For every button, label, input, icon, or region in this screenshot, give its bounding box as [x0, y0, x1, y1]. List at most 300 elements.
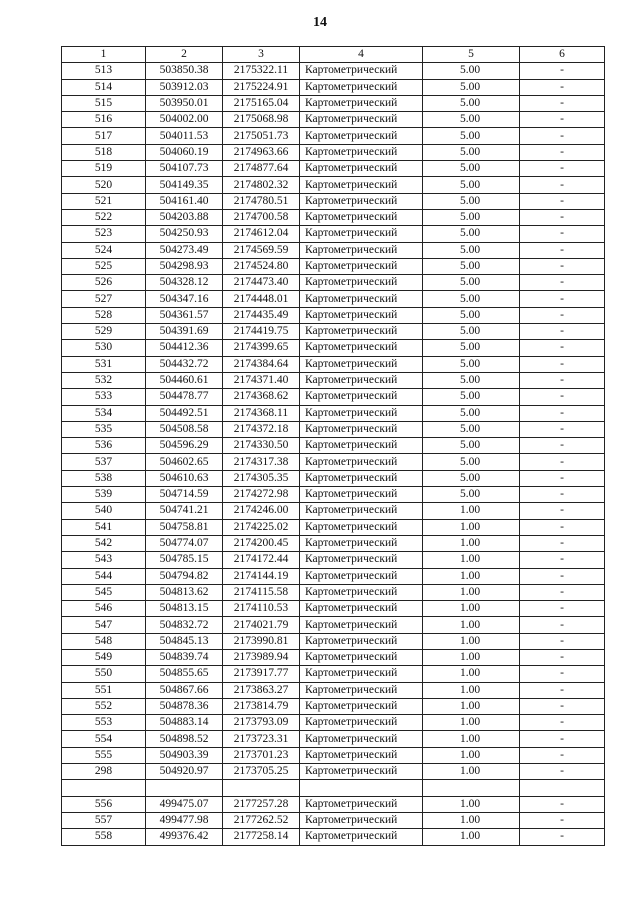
method-cell: Картометрический: [300, 470, 423, 486]
y-coordinate-cell: 2174877.64: [223, 161, 300, 177]
y-coordinate-cell: 2174963.66: [223, 144, 300, 160]
method-cell: Картометрический: [300, 340, 423, 356]
accuracy-cell: 5.00: [423, 95, 520, 111]
description-cell: -: [520, 340, 605, 356]
table-row: [62, 682, 605, 698]
method-cell: Картометрический: [300, 405, 423, 421]
table-row: [62, 79, 605, 95]
x-coordinate-cell: 504878.36: [146, 698, 223, 714]
empty-cell: [300, 780, 423, 796]
accuracy-cell: 5.00: [423, 389, 520, 405]
x-coordinate-cell: 499477.98: [146, 812, 223, 828]
description-cell: -: [520, 226, 605, 242]
point-number-cell: 541: [62, 519, 146, 535]
y-coordinate-cell: 2174272.98: [223, 487, 300, 503]
x-coordinate-cell: 503850.38: [146, 63, 223, 79]
y-coordinate-cell: 2173990.81: [223, 633, 300, 649]
point-number-cell: 543: [62, 552, 146, 568]
x-coordinate-cell: 504758.81: [146, 519, 223, 535]
description-cell: -: [520, 666, 605, 682]
accuracy-cell: 5.00: [423, 226, 520, 242]
y-coordinate-cell: 2174172.44: [223, 552, 300, 568]
accuracy-cell: 5.00: [423, 242, 520, 258]
point-number-cell: 552: [62, 698, 146, 714]
description-cell: -: [520, 405, 605, 421]
x-coordinate-cell: 504920.97: [146, 764, 223, 780]
y-coordinate-cell: 2175322.11: [223, 63, 300, 79]
description-cell: -: [520, 161, 605, 177]
point-number-cell: 522: [62, 209, 146, 225]
y-coordinate-cell: 2174305.35: [223, 470, 300, 486]
column-header-1: 1: [62, 47, 146, 63]
point-number-cell: 538: [62, 470, 146, 486]
accuracy-cell: 1.00: [423, 812, 520, 828]
point-number-cell: 533: [62, 389, 146, 405]
description-cell: -: [520, 275, 605, 291]
x-coordinate-cell: 504203.88: [146, 209, 223, 225]
x-coordinate-cell: 499376.42: [146, 829, 223, 845]
table-row: [62, 649, 605, 665]
x-coordinate-cell: 504714.59: [146, 487, 223, 503]
method-cell: Картометрический: [300, 503, 423, 519]
table-row: [62, 144, 605, 160]
header-row: [62, 47, 605, 63]
point-number-cell: 526: [62, 275, 146, 291]
table-row: [62, 438, 605, 454]
point-number-cell: 539: [62, 487, 146, 503]
separator-row: [62, 780, 605, 796]
table-row: [62, 405, 605, 421]
y-coordinate-cell: 2173701.23: [223, 747, 300, 763]
point-number-cell: 536: [62, 438, 146, 454]
empty-cell: [520, 780, 605, 796]
point-number-cell: 525: [62, 258, 146, 274]
method-cell: Картометрический: [300, 144, 423, 160]
x-coordinate-cell: 504149.35: [146, 177, 223, 193]
description-cell: -: [520, 193, 605, 209]
table-row: [62, 454, 605, 470]
y-coordinate-cell: 2175165.04: [223, 95, 300, 111]
x-coordinate-cell: 504011.53: [146, 128, 223, 144]
table-row: [62, 242, 605, 258]
description-cell: -: [520, 747, 605, 763]
point-number-cell: 555: [62, 747, 146, 763]
x-coordinate-cell: 504813.15: [146, 601, 223, 617]
y-coordinate-cell: 2174144.19: [223, 568, 300, 584]
accuracy-cell: 5.00: [423, 372, 520, 388]
accuracy-cell: 5.00: [423, 291, 520, 307]
table-row: [62, 487, 605, 503]
point-number-cell: 527: [62, 291, 146, 307]
description-cell: -: [520, 764, 605, 780]
table-row: [62, 698, 605, 714]
point-number-cell: 550: [62, 666, 146, 682]
description-cell: -: [520, 307, 605, 323]
description-cell: -: [520, 324, 605, 340]
x-coordinate-cell: 504794.82: [146, 568, 223, 584]
accuracy-cell: 1.00: [423, 584, 520, 600]
y-coordinate-cell: 2173705.25: [223, 764, 300, 780]
x-coordinate-cell: 504785.15: [146, 552, 223, 568]
point-number-cell: 515: [62, 95, 146, 111]
x-coordinate-cell: 504832.72: [146, 617, 223, 633]
y-coordinate-cell: 2177258.14: [223, 829, 300, 845]
x-coordinate-cell: 504273.49: [146, 242, 223, 258]
method-cell: Картометрический: [300, 552, 423, 568]
y-coordinate-cell: 2174524.80: [223, 258, 300, 274]
y-coordinate-cell: 2174371.40: [223, 372, 300, 388]
x-coordinate-cell: 504845.13: [146, 633, 223, 649]
description-cell: -: [520, 258, 605, 274]
point-number-cell: 532: [62, 372, 146, 388]
y-coordinate-cell: 2173793.09: [223, 715, 300, 731]
description-cell: -: [520, 438, 605, 454]
description-cell: -: [520, 503, 605, 519]
empty-cell: [423, 780, 520, 796]
x-coordinate-cell: 504107.73: [146, 161, 223, 177]
table-row: [62, 503, 605, 519]
table-row: [62, 324, 605, 340]
x-coordinate-cell: 504492.51: [146, 405, 223, 421]
method-cell: Картометрический: [300, 747, 423, 763]
table-row: [62, 226, 605, 242]
accuracy-cell: 1.00: [423, 747, 520, 763]
accuracy-cell: 1.00: [423, 568, 520, 584]
column-header-4: 4: [300, 47, 423, 63]
point-number-cell: 523: [62, 226, 146, 242]
accuracy-cell: 1.00: [423, 617, 520, 633]
accuracy-cell: 5.00: [423, 177, 520, 193]
point-number-cell: 518: [62, 144, 146, 160]
x-coordinate-cell: 504002.00: [146, 112, 223, 128]
y-coordinate-cell: 2174473.40: [223, 275, 300, 291]
x-coordinate-cell: 504060.19: [146, 144, 223, 160]
table-row: [62, 291, 605, 307]
point-number-cell: 521: [62, 193, 146, 209]
table-row: [62, 812, 605, 828]
y-coordinate-cell: 2174330.50: [223, 438, 300, 454]
table-row: [62, 209, 605, 225]
y-coordinate-cell: 2174368.62: [223, 389, 300, 405]
accuracy-cell: 1.00: [423, 682, 520, 698]
accuracy-cell: 5.00: [423, 128, 520, 144]
point-number-cell: 553: [62, 715, 146, 731]
accuracy-cell: 5.00: [423, 275, 520, 291]
description-cell: -: [520, 682, 605, 698]
point-number-cell: 547: [62, 617, 146, 633]
point-number-cell: 556: [62, 796, 146, 812]
point-number-cell: 557: [62, 812, 146, 828]
description-cell: -: [520, 356, 605, 372]
description-cell: -: [520, 487, 605, 503]
empty-cell: [62, 780, 146, 796]
method-cell: Картометрический: [300, 535, 423, 551]
method-cell: Картометрический: [300, 242, 423, 258]
accuracy-cell: 1.00: [423, 633, 520, 649]
accuracy-cell: 5.00: [423, 209, 520, 225]
y-coordinate-cell: 2174246.00: [223, 503, 300, 519]
table-header: [62, 47, 605, 63]
y-coordinate-cell: 2174110.53: [223, 601, 300, 617]
method-cell: Картометрический: [300, 177, 423, 193]
y-coordinate-cell: 2175051.73: [223, 128, 300, 144]
table-row: [62, 747, 605, 763]
accuracy-cell: 1.00: [423, 829, 520, 845]
table-row: [62, 177, 605, 193]
accuracy-cell: 5.00: [423, 470, 520, 486]
x-coordinate-cell: 504347.16: [146, 291, 223, 307]
accuracy-cell: 5.00: [423, 356, 520, 372]
table-row: [62, 519, 605, 535]
description-cell: -: [520, 112, 605, 128]
table-row: [62, 275, 605, 291]
y-coordinate-cell: 2174317.38: [223, 454, 300, 470]
description-cell: -: [520, 242, 605, 258]
y-coordinate-cell: 2177262.52: [223, 812, 300, 828]
point-number-cell: 298: [62, 764, 146, 780]
x-coordinate-cell: 503912.03: [146, 79, 223, 95]
x-coordinate-cell: 499475.07: [146, 796, 223, 812]
x-coordinate-cell: 504839.74: [146, 649, 223, 665]
y-coordinate-cell: 2173989.94: [223, 649, 300, 665]
description-cell: -: [520, 177, 605, 193]
method-cell: Картометрический: [300, 454, 423, 470]
x-coordinate-cell: 504250.93: [146, 226, 223, 242]
accuracy-cell: 1.00: [423, 796, 520, 812]
y-coordinate-cell: 2174802.32: [223, 177, 300, 193]
method-cell: Картометрический: [300, 617, 423, 633]
description-cell: -: [520, 584, 605, 600]
x-coordinate-cell: 504898.52: [146, 731, 223, 747]
x-coordinate-cell: 504460.61: [146, 372, 223, 388]
column-header-2: 2: [146, 47, 223, 63]
point-number-cell: 514: [62, 79, 146, 95]
method-cell: Картометрический: [300, 356, 423, 372]
empty-cell: [146, 780, 223, 796]
point-number-cell: 544: [62, 568, 146, 584]
accuracy-cell: 5.00: [423, 324, 520, 340]
point-number-cell: 545: [62, 584, 146, 600]
description-cell: -: [520, 470, 605, 486]
description-cell: -: [520, 389, 605, 405]
point-number-cell: 531: [62, 356, 146, 372]
method-cell: Картометрический: [300, 812, 423, 828]
point-number-cell: 546: [62, 601, 146, 617]
method-cell: Картометрический: [300, 324, 423, 340]
description-cell: -: [520, 519, 605, 535]
x-coordinate-cell: 504361.57: [146, 307, 223, 323]
table-row: [62, 552, 605, 568]
x-coordinate-cell: 504610.63: [146, 470, 223, 486]
x-coordinate-cell: 504432.72: [146, 356, 223, 372]
point-number-cell: 549: [62, 649, 146, 665]
point-number-cell: 534: [62, 405, 146, 421]
description-cell: -: [520, 829, 605, 845]
method-cell: Картометрический: [300, 666, 423, 682]
description-cell: -: [520, 796, 605, 812]
method-cell: Картометрический: [300, 487, 423, 503]
accuracy-cell: 5.00: [423, 258, 520, 274]
x-coordinate-cell: 504596.29: [146, 438, 223, 454]
column-header-6: 6: [520, 47, 605, 63]
y-coordinate-cell: 2174780.51: [223, 193, 300, 209]
point-number-cell: 558: [62, 829, 146, 845]
accuracy-cell: 5.00: [423, 79, 520, 95]
point-number-cell: 513: [62, 63, 146, 79]
table-row: [62, 715, 605, 731]
accuracy-cell: 1.00: [423, 649, 520, 665]
point-number-cell: 540: [62, 503, 146, 519]
description-cell: -: [520, 421, 605, 437]
table-row: [62, 389, 605, 405]
x-coordinate-cell: 504508.58: [146, 421, 223, 437]
table-row: [62, 372, 605, 388]
description-cell: -: [520, 144, 605, 160]
table-row: [62, 356, 605, 372]
x-coordinate-cell: 504855.65: [146, 666, 223, 682]
y-coordinate-cell: 2174419.75: [223, 324, 300, 340]
accuracy-cell: 5.00: [423, 454, 520, 470]
description-cell: -: [520, 812, 605, 828]
description-cell: -: [520, 568, 605, 584]
method-cell: Картометрический: [300, 731, 423, 747]
description-cell: -: [520, 63, 605, 79]
method-cell: Картометрический: [300, 682, 423, 698]
point-number-cell: 551: [62, 682, 146, 698]
point-number-cell: 528: [62, 307, 146, 323]
table-row: [62, 63, 605, 79]
accuracy-cell: 5.00: [423, 193, 520, 209]
description-cell: -: [520, 372, 605, 388]
y-coordinate-cell: 2174448.01: [223, 291, 300, 307]
accuracy-cell: 5.00: [423, 438, 520, 454]
y-coordinate-cell: 2175224.91: [223, 79, 300, 95]
accuracy-cell: 1.00: [423, 731, 520, 747]
x-coordinate-cell: 504328.12: [146, 275, 223, 291]
x-coordinate-cell: 503950.01: [146, 95, 223, 111]
accuracy-cell: 1.00: [423, 519, 520, 535]
method-cell: Картометрический: [300, 421, 423, 437]
method-cell: Картометрический: [300, 519, 423, 535]
method-cell: Картометрический: [300, 389, 423, 405]
method-cell: Картометрический: [300, 633, 423, 649]
accuracy-cell: 5.00: [423, 307, 520, 323]
point-number-cell: 520: [62, 177, 146, 193]
table-row: [62, 535, 605, 551]
y-coordinate-cell: 2173917.77: [223, 666, 300, 682]
accuracy-cell: 5.00: [423, 340, 520, 356]
coordinates-table: [61, 46, 605, 846]
x-coordinate-cell: 504602.65: [146, 454, 223, 470]
table-row: [62, 796, 605, 812]
accuracy-cell: 1.00: [423, 535, 520, 551]
y-coordinate-cell: 2174225.02: [223, 519, 300, 535]
table-row: [62, 193, 605, 209]
y-coordinate-cell: 2174384.64: [223, 356, 300, 372]
column-header-5: 5: [423, 47, 520, 63]
table-body: [62, 63, 605, 845]
accuracy-cell: 5.00: [423, 144, 520, 160]
accuracy-cell: 5.00: [423, 421, 520, 437]
table-row: [62, 731, 605, 747]
table-row: [62, 829, 605, 845]
y-coordinate-cell: 2173723.31: [223, 731, 300, 747]
method-cell: Картометрический: [300, 63, 423, 79]
y-coordinate-cell: 2174021.79: [223, 617, 300, 633]
accuracy-cell: 5.00: [423, 405, 520, 421]
method-cell: Картометрический: [300, 796, 423, 812]
point-number-cell: 537: [62, 454, 146, 470]
table-row: [62, 601, 605, 617]
table-row: [62, 112, 605, 128]
y-coordinate-cell: 2174700.58: [223, 209, 300, 225]
table-row: [62, 421, 605, 437]
accuracy-cell: 5.00: [423, 63, 520, 79]
accuracy-cell: 5.00: [423, 487, 520, 503]
y-coordinate-cell: 2174368.11: [223, 405, 300, 421]
method-cell: Картометрический: [300, 698, 423, 714]
method-cell: Картометрический: [300, 161, 423, 177]
y-coordinate-cell: 2174372.18: [223, 421, 300, 437]
method-cell: Картометрический: [300, 275, 423, 291]
method-cell: Картометрический: [300, 112, 423, 128]
x-coordinate-cell: 504867.66: [146, 682, 223, 698]
x-coordinate-cell: 504903.39: [146, 747, 223, 763]
description-cell: -: [520, 715, 605, 731]
y-coordinate-cell: 2174200.45: [223, 535, 300, 551]
table-row: [62, 258, 605, 274]
description-cell: -: [520, 209, 605, 225]
accuracy-cell: 1.00: [423, 503, 520, 519]
method-cell: Картометрический: [300, 584, 423, 600]
accuracy-cell: 1.00: [423, 698, 520, 714]
x-coordinate-cell: 504161.40: [146, 193, 223, 209]
empty-cell: [223, 780, 300, 796]
table-row: [62, 617, 605, 633]
y-coordinate-cell: 2177257.28: [223, 796, 300, 812]
method-cell: Картометрический: [300, 226, 423, 242]
y-coordinate-cell: 2174115.58: [223, 584, 300, 600]
description-cell: -: [520, 698, 605, 714]
method-cell: Картометрический: [300, 601, 423, 617]
x-coordinate-cell: 504391.69: [146, 324, 223, 340]
x-coordinate-cell: 504478.77: [146, 389, 223, 405]
x-coordinate-cell: 504298.93: [146, 258, 223, 274]
page-number: 14: [313, 15, 327, 30]
method-cell: Картометрический: [300, 209, 423, 225]
y-coordinate-cell: 2174435.49: [223, 307, 300, 323]
point-number-cell: 554: [62, 731, 146, 747]
table-row: [62, 95, 605, 111]
table-row: [62, 128, 605, 144]
accuracy-cell: 1.00: [423, 715, 520, 731]
description-cell: -: [520, 731, 605, 747]
point-number-cell: 548: [62, 633, 146, 649]
method-cell: Картометрический: [300, 829, 423, 845]
y-coordinate-cell: 2174399.65: [223, 340, 300, 356]
accuracy-cell: 1.00: [423, 601, 520, 617]
accuracy-cell: 5.00: [423, 112, 520, 128]
y-coordinate-cell: 2174569.59: [223, 242, 300, 258]
point-number-cell: 517: [62, 128, 146, 144]
method-cell: Картометрический: [300, 291, 423, 307]
table-row: [62, 764, 605, 780]
table-row: [62, 584, 605, 600]
method-cell: Картометрический: [300, 95, 423, 111]
table-row: [62, 568, 605, 584]
table-row: [62, 161, 605, 177]
x-coordinate-cell: 504813.62: [146, 584, 223, 600]
